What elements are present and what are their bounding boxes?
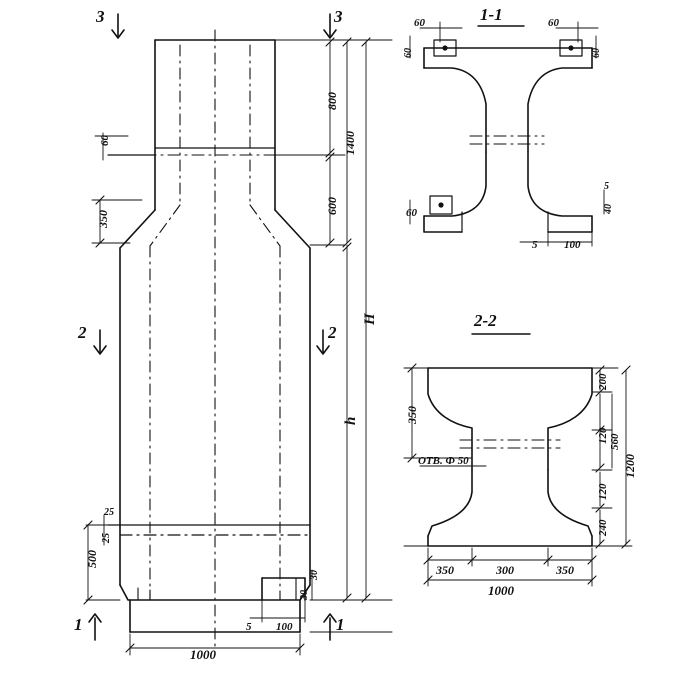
dim-350-left: 350 <box>96 210 110 228</box>
dim-40-s11: 40 <box>603 204 614 214</box>
dim-60-right-s11: 60 <box>591 48 602 58</box>
dim-60-left-s11: 60 <box>403 48 414 58</box>
dim-5-s11: 5 <box>532 239 538 251</box>
dim-25: 25 <box>101 533 112 543</box>
dim-240-s22: 240 <box>597 519 609 536</box>
cut-mark-2-right: 2 <box>328 323 337 342</box>
dim-350-b1-s22: 350 <box>436 563 454 577</box>
dim-60-bl-s11: 60 <box>406 207 417 219</box>
dim-1000-s22: 1000 <box>488 583 514 598</box>
dim-200-s22: 200 <box>597 373 609 390</box>
dim-350-b2-s22: 350 <box>556 563 574 577</box>
dim-h: h <box>343 416 359 425</box>
dim-5-elev: 5 <box>246 621 252 633</box>
section-title-1-1: 1-1 <box>480 5 503 24</box>
section-title-2-2: 2-2 <box>474 311 497 330</box>
cut-mark-3-right: 3 <box>334 7 343 26</box>
dim-60-tr: 60 <box>548 17 559 29</box>
dim-350-left-s22: 350 <box>405 406 419 424</box>
dim-120b-s22: 120 <box>597 483 609 500</box>
note-hole-d50: OTB. Ф 50 <box>418 455 469 467</box>
dim-1400: 1400 <box>343 131 357 155</box>
dim-60-tl: 60 <box>414 17 425 29</box>
cut-mark-1-left: 1 <box>74 615 83 634</box>
cut-mark-1-right: 1 <box>336 615 345 634</box>
dim-25-b: 25 <box>104 507 114 518</box>
cut-mark-3-left: 3 <box>96 7 105 26</box>
dim-60-top-left: 60 <box>99 135 111 146</box>
dim-560-s22: 560 <box>609 433 621 450</box>
cut-mark-2-left: 2 <box>78 323 87 342</box>
dim-100-elev: 100 <box>276 621 293 633</box>
dim-30-elev: 30 <box>309 570 320 580</box>
dim-500: 500 <box>85 550 99 568</box>
dim-5-right-s11: 5 <box>604 181 609 192</box>
dim-100-s11: 100 <box>564 239 581 251</box>
dim-800: 800 <box>325 92 339 110</box>
dim-1200-s22: 1200 <box>623 454 637 478</box>
dim-300-s22: 300 <box>496 563 514 577</box>
dim-1000-bottom: 1000 <box>190 647 216 662</box>
dim-120-s22: 120 <box>597 427 609 444</box>
dim-30-elev-b: 30 <box>299 590 310 600</box>
dim-600: 600 <box>325 197 339 215</box>
dim-H: H <box>362 313 378 325</box>
